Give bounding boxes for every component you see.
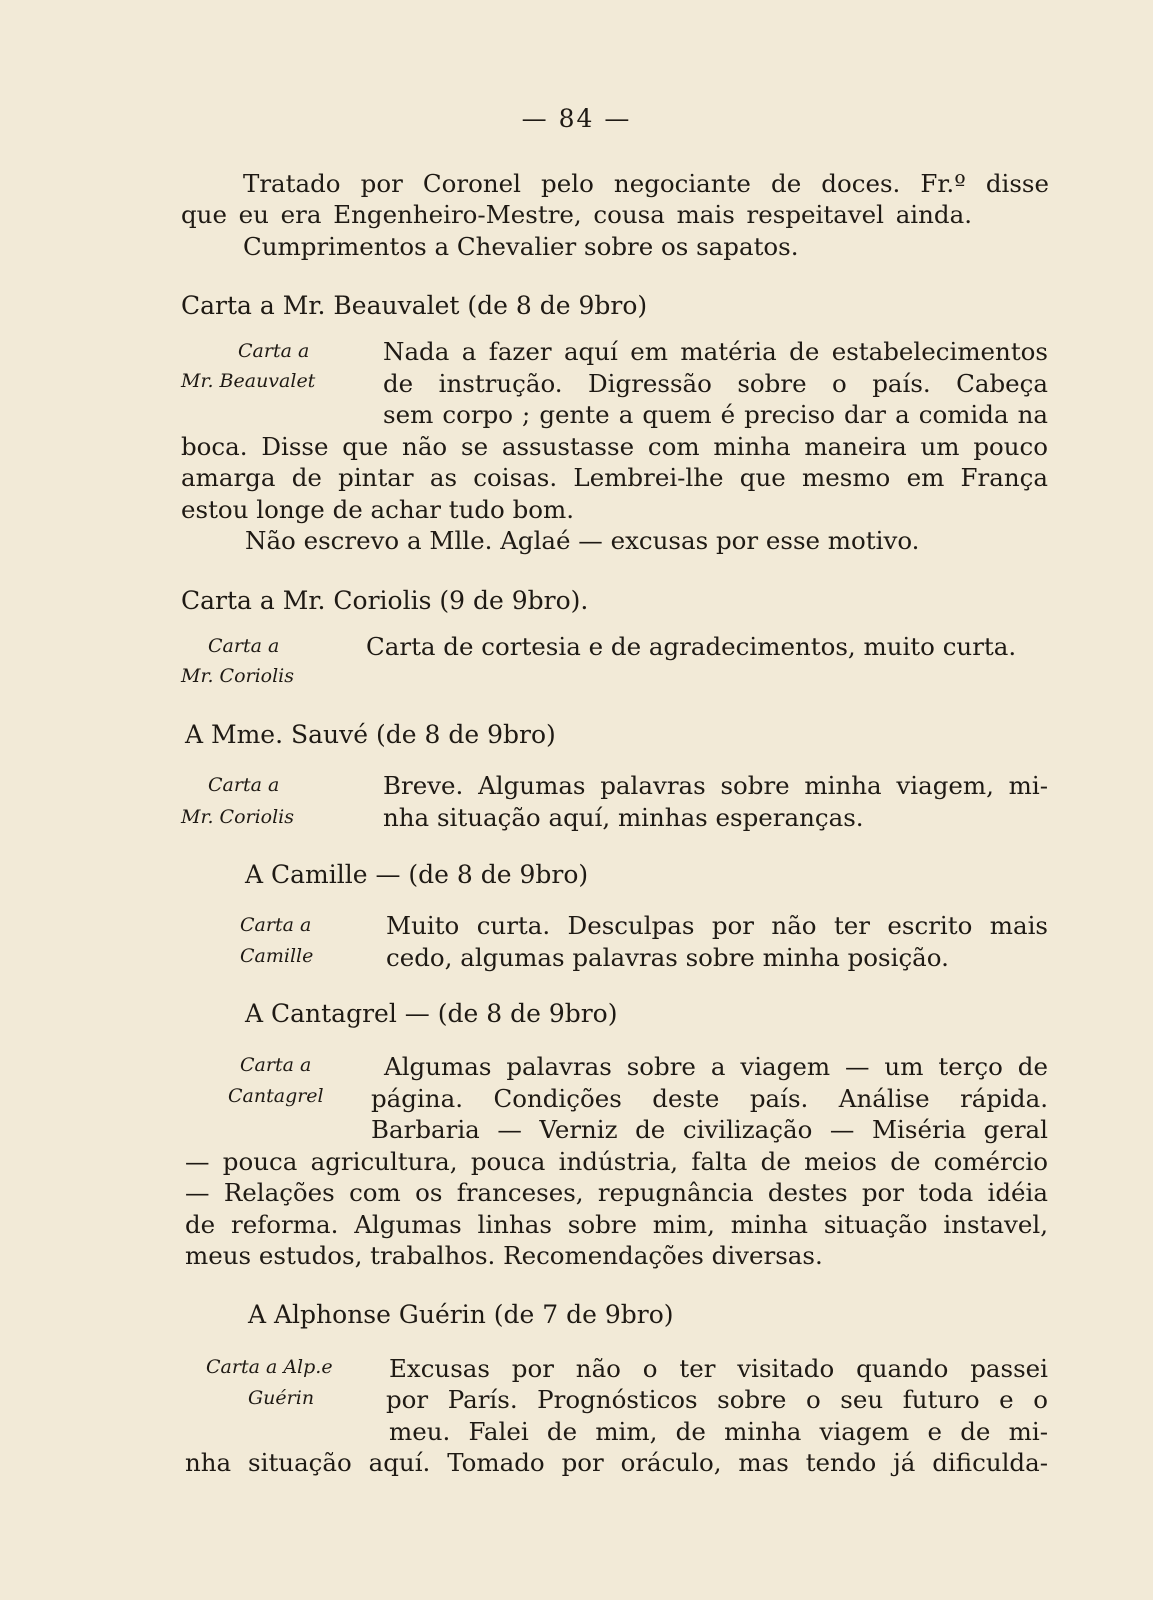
letter-line: boca. Disse que não se assustasse com minha maneira um pouco <box>181 432 1048 461</box>
letter-heading: Carta a Mr. Coriolis (9 de 9bro). <box>181 586 589 615</box>
letter-line: de instrução. Digressão sobre o país. Cabeça <box>383 369 1048 398</box>
margin-note: Mr. Coriolis <box>181 665 295 687</box>
letter-line: Algumas palavras sobre a viagem — um terço de <box>384 1052 1048 1081</box>
letter-line: sem corpo ; gente a quem é preciso dar a comida na <box>383 400 1048 429</box>
margin-note: Carta a <box>240 914 312 936</box>
letter-line: — Relações com os franceses, repugnância destes por toda idéia <box>185 1178 1048 1207</box>
letter-line: Muito curta. Desculpas por não ter escrito mais <box>386 911 1048 940</box>
letter-line: nha situação aquí, minhas esperanças. <box>383 803 864 832</box>
letter-heading: A Alphonse Guérin (de 7 de 9bro) <box>248 1300 674 1329</box>
letter-line: de reforma. Algumas linhas sobre mim, minha situação instavel, <box>185 1210 1048 1239</box>
letter-line: por París. Prognósticos sobre o seu futuro e o <box>386 1385 1048 1414</box>
letter-heading: A Camille — (de 8 de 9bro) <box>245 860 589 889</box>
letter-heading: A Mme. Sauvé (de 8 de 9bro) <box>185 720 556 749</box>
margin-note: Guérin <box>248 1387 315 1409</box>
margin-note: Carta a <box>208 774 280 796</box>
intro-line: Tratado por Coronel pelo negociante de doces. Fr.º disse <box>243 169 1049 198</box>
intro-line: que eu era Engenheiro-Mestre, cousa mais respeitavel ainda. <box>181 200 972 229</box>
intro-line: Cumprimentos a Chevalier sobre os sapatos. <box>243 232 799 261</box>
letter-line: cedo, algumas palavras sobre minha posição. <box>386 943 949 972</box>
letter-line: Barbaria — Verniz de civilização — Miséria geral <box>371 1115 1048 1144</box>
letter-line: — pouca agricultura, pouca indústria, falta de meios de comércio <box>185 1147 1048 1176</box>
margin-note: Camille <box>240 945 314 967</box>
margin-note: Mr. Coriolis <box>181 806 295 828</box>
letter-line: Breve. Algumas palavras sobre minha viagem, mi- <box>383 771 1048 800</box>
margin-note: Mr. Beauvalet <box>181 370 316 392</box>
letter-line: Nada a fazer aquí em matéria de estabelecimentos <box>383 337 1048 366</box>
letter-line: meu. Falei de mim, de minha viagem e de mi- <box>389 1417 1048 1446</box>
letter-line: Carta de cortesia e de agradecimentos, muito curta. <box>366 632 1017 661</box>
margin-note: Carta a Alp.e <box>206 1356 333 1378</box>
letter-heading: A Cantagrel — (de 8 de 9bro) <box>245 999 618 1028</box>
letter-line: nha situação aquí. Tomado por oráculo, mas tendo já dificulda- <box>185 1448 1048 1477</box>
page-number: — 84 — <box>521 104 632 133</box>
letter-heading: Carta a Mr. Beauvalet (de 8 de 9bro) <box>181 291 648 320</box>
margin-note: Cantagrel <box>228 1085 324 1107</box>
letter-line: estou longe de achar tudo bom. <box>181 495 575 524</box>
margin-note: Carta a <box>240 1054 312 1076</box>
letter-line: página. Condições deste país. Análise rápida. <box>371 1084 1048 1113</box>
margin-note: Carta a <box>238 340 310 362</box>
margin-note: Carta a <box>208 635 280 657</box>
letter-line: amarga de pintar as coisas. Lembrei-lhe que mesmo em França <box>181 463 1048 492</box>
letter-line: Não escrevo a Mlle. Aglaé — excusas por esse motivo. <box>245 526 920 555</box>
letter-line: Excusas por não o ter visitado quando passei <box>389 1354 1048 1383</box>
letter-line: meus estudos, trabalhos. Recomendações diversas. <box>185 1241 823 1270</box>
